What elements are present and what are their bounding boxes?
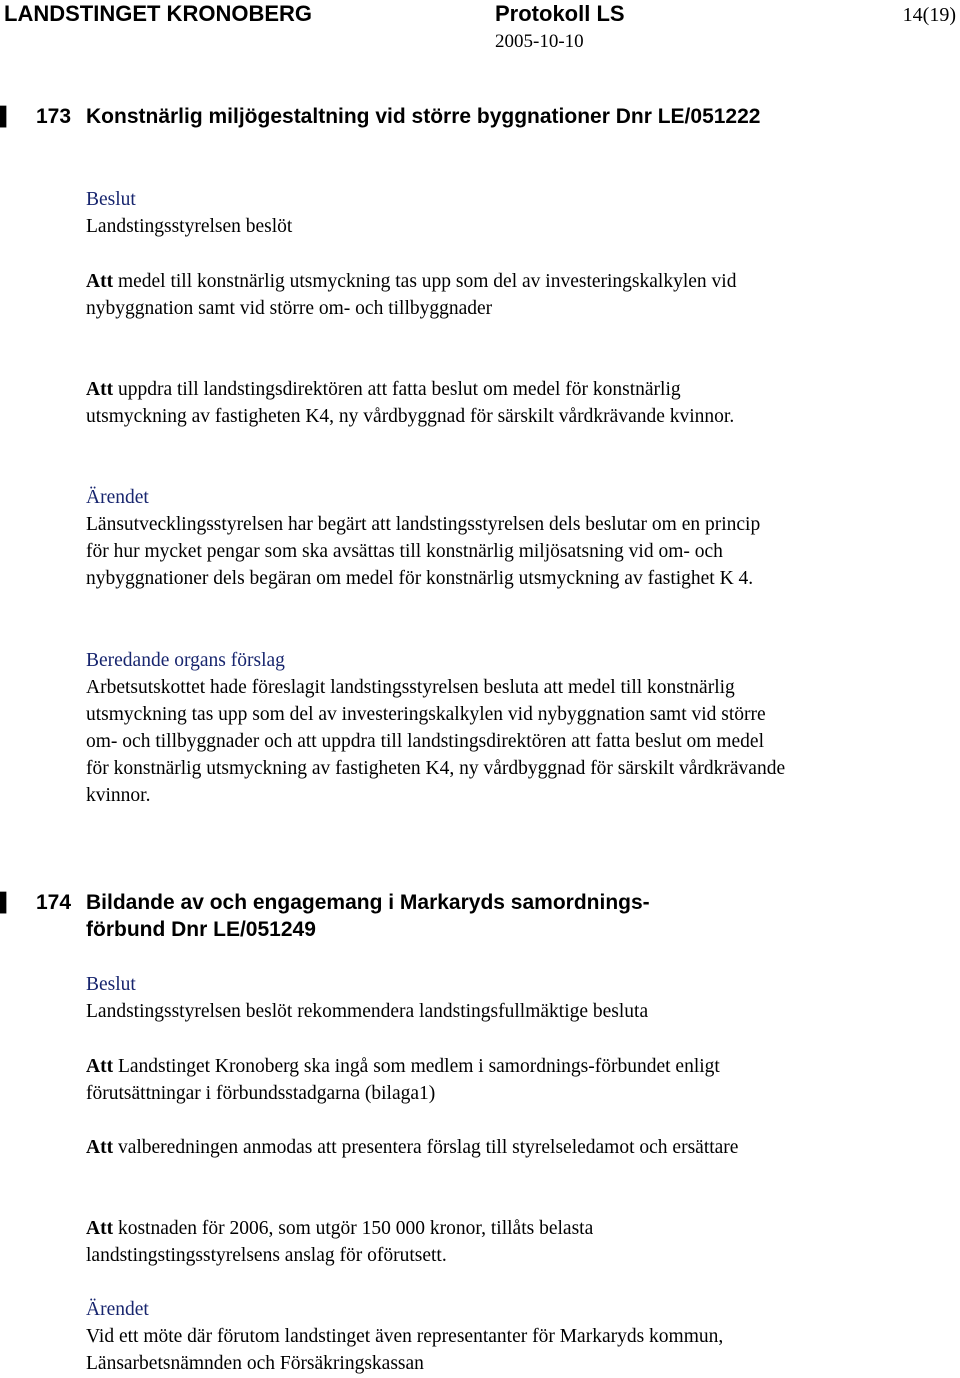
decision-item	[86, 1215, 726, 1269]
decision-item-text: valberedningen anmodas att presentera förslag till styrelseledamot och ersättare	[113, 1137, 739, 1158]
arendet-heading: Ärendet	[86, 1299, 149, 1320]
decision-item-lead: Att	[86, 1137, 114, 1158]
section-title: Bildande av och engagemang i Markaryds samordnings-förbund Dnr LE/051249	[86, 891, 650, 941]
section-number: 173	[36, 105, 72, 128]
page-header	[0, 0, 960, 60]
page-number: 14(19)	[902, 4, 956, 26]
arendet-text: Länsutvecklingsstyrelsen har begärt att landstingsstyrelsen dels beslutar om en princip för hur mycket pengar som ska avsättas till konstnärlig miljösatsning vid om- och nybyggnationer dels begäran om medel för konstnärlig utsmyckning av fastighet K 4.	[86, 514, 761, 589]
decision-item-lead: Att	[86, 379, 114, 400]
beslut-heading: Beslut	[86, 974, 136, 995]
section-marker-icon: ▌	[0, 106, 13, 126]
protocol-title: Protokoll LS	[495, 1, 625, 26]
decision-item-text: medel till konstnärlig utsmyckning tas upp som del av investeringskalkylen vid nybyggnation samt vid större om- och tillbyggnader	[86, 271, 737, 319]
decision-item-lead: Att	[86, 271, 114, 292]
organization-name: LANDSTINGET KRONOBERG	[4, 1, 312, 26]
beslut-heading: Beslut	[86, 189, 136, 210]
decision-item-lead: Att	[86, 1218, 114, 1239]
protocol-date: 2005-10-10	[495, 31, 584, 52]
decision-item	[86, 1053, 726, 1107]
section-title: Konstnärlig miljögestaltning vid större byggnationer Dnr LE/051222	[86, 105, 761, 128]
decision-item-text: kostnaden för 2006, som utgör 150 000 kronor, tillåts belasta landstingstingsstyrelsens anslag för oförutsett.	[86, 1218, 594, 1266]
decision-item	[86, 376, 786, 430]
beredande-text: Arbetsutskottet hade föreslagit landstingsstyrelsen besluta att medel till konstnärlig utsmyckning tas upp som del av investeringskalkylen vid nybyggnation samt vid större om- och tillbyggnader och att uppdra till landstingsdirektören att fatta beslut om medel för konstnärlig utsmyckning av fastigheten K4, ny vårdbyggnad för särskilt vårdkrävande kvinnor.	[86, 677, 786, 806]
arendet-text: Vid ett möte där förutom landstinget även representanter för Markaryds kommun, Länsarbetsnämnden och Försäkringskassan	[86, 1326, 724, 1374]
beslut-intro: Landstingsstyrelsen beslöt rekommendera landstingsfullmäktige besluta	[86, 1001, 649, 1022]
beredande-heading: Beredande organs förslag	[86, 650, 285, 671]
section-number: 174	[36, 891, 72, 914]
section-marker-icon: ▌	[0, 892, 13, 912]
decision-item	[86, 1134, 766, 1161]
beslut-intro: Landstingsstyrelsen beslöt	[86, 216, 293, 237]
decision-item-text: Landstinget Kronoberg ska ingå som medlem i samordnings-förbundet enligt förutsättningar i förbundsstadgarna (bilaga1)	[86, 1056, 720, 1104]
decision-item-text: uppdra till landstingsdirektören att fatta beslut om medel för konstnärlig utsmyckning av fastigheten K4, ny vårdbyggnad för särskilt vårdkrävande kvinnor.	[86, 379, 735, 427]
arendet-heading: Ärendet	[86, 487, 149, 508]
decision-item	[86, 268, 786, 322]
decision-item-lead: Att	[86, 1056, 114, 1077]
